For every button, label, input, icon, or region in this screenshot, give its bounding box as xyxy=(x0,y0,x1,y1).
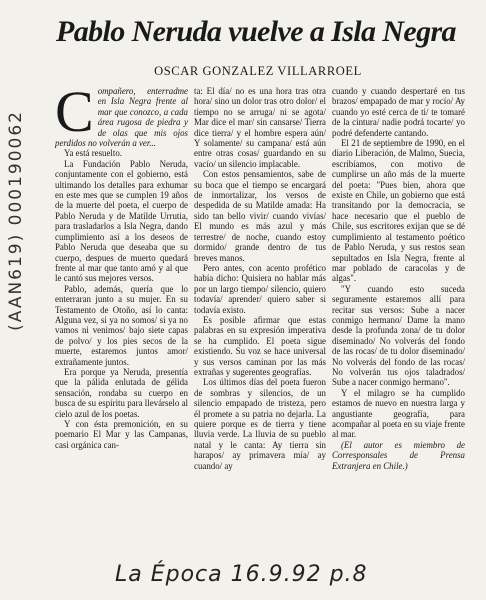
article-title: Pablo Neruda vuelve a Isla Negra xyxy=(56,15,456,48)
author-note: (El autor es miembro de Corresponsales de Prensa Extranjera en Chile.) xyxy=(332,439,465,471)
paragraph: Los últimos días del poeta fueron de sombras y silencios, de un silencio empapado de tristeza, pero él promete a su patria no dejarla. La quiere porque es de tierra y tiene lluvia verde. La lluvia de su pueblo natal y le canta: Ay tierra sin harapos/ ay primavera mía/ ay cuando/ ay xyxy=(194,377,326,471)
text-column-1 xyxy=(55,79,188,450)
paragraph: Ya está resuelto. xyxy=(64,148,123,159)
paragraph: La Fundación Pablo Neruda, conjuntamente con el gobierno, está ultimando los detalles para exhumar en este mes que se cumplen 19 años de la muerte del poeta, el cuerpo de Pablo Neruda y de Matilde Urrutia, para trasladarlos a Isla Negra, dando cumplimiento así a los deseos de Pablo Neruda que deseaba que su cuerpo, despues de muerto quedará frente al mar que tanto amó y al que le cantó sus mejores versos. xyxy=(55,158,188,284)
paragraph: Es posible afirmar que estas palabras en su expresión imperativa se ha cumplido. El poeta sigue existiendo. Su voz se hace universal y sus versos caminan por las más extrañas y sugerentes geografías. xyxy=(194,314,326,377)
paragraph: Y con ésta premonición, en su poemario El Mar y las Campanas, casi orgánica can- xyxy=(55,419,188,450)
paragraph: ta: El día/ no es una hora tras otra hora/ sino un dolor tras otro dolor/ el tiempo no se arruga/ ni se agota/ Mar dice el mar/ sin cansarse/ Tierra dice tierra/ y el hombre espera aún/ Y solamente/ su campana/ está aún entre otras cosas/ guardando en su vacío/ un silencio implacable. xyxy=(194,86,326,169)
paragraph: Era porque ya Neruda, presentía que la pálida enlutada de gélida sensación, rondaba su cuerpo en busca de su espíritu para llevárselo al cielo azul de los poetas. xyxy=(55,366,188,419)
handwritten-margin-note: (AAN619) 000190062 xyxy=(6,110,26,331)
paragraph: Pero antes, con acento profético había dicho: Quisiera no hablar más por un largo tiempo/ silencio, quiero todavía/ aprender/ quiero saber si todavía existo. xyxy=(194,262,326,315)
lead-text: ompañero, enterradme en Isla Negra frente al mar que conozco, a cada área rugosa de piedra y de olas que mis ojos perdidos no volverán a ver... xyxy=(55,86,188,149)
paragraph: Y el milagro se ha cumplido estamos de nuevo en nuestra larga y angustiante geografía, para acompañar al poeta en su viaje frente al mar. xyxy=(332,387,465,440)
handwritten-source-note: La Época 16.9.92 p.8 xyxy=(115,562,368,587)
article-author: OSCAR GONZALEZ VILLARROEL xyxy=(154,64,362,78)
text-column-2 xyxy=(194,86,326,471)
text-column-3 xyxy=(332,86,465,471)
drop-cap: C xyxy=(55,79,94,144)
paragraph: Con estos pensamientos, sabe de su boca que el tiempo se encargará de inmortalizar, los versos de despedida de su Matilde amada: Ha sido tan bello vivir/ cuando vivías/ El mundo es más azul y más terrestre/ de noche, cuando estoy dormido/ grande dentro de tus breves manos. xyxy=(194,169,326,263)
lead-paragraph xyxy=(55,79,188,149)
paragraph: cuando y cuando despertaré en tus brazos/ empapado de mar y rocío/ Ay cuando yo esté cerca de ti/ te tomaré de la cintura/ nadie podrá tocarte/ yo podré defenderte cantando. xyxy=(332,86,465,138)
paragraph: El 21 de septiembre de 1990, en el diario Liberación, de Malmo, Suecia, escribíamos, con motivo de cumplirse un año más de la muerte del poeta: "Pues bien, ahora que existe en Chile, un gobierno que está transitando por la democracia, se hace necesario que el pueblo de Chile, sus escritores exijan que se dé cumplimiento al testamento poético de Pablo Neruda, y sus restos sean sepultados en Isla Negra, frente al mar poblado de caracolas y de algas". xyxy=(332,138,465,284)
paragraph: "Y cuando esto suceda seguramente estaremos allí para recitar sus versos: Sube a nacer conmigo hermano/ Dame la mano desde la profunda zona/ de tu dolor diseminado/ No volverás del fondo de las rocas/ de tu dolor diseminado/ No volverás del fondo de las rocas/ No volverán tus ojos taladrados/ Sube a nacer conmigo hermano". xyxy=(332,283,465,388)
paragraph: Pablo, además, quería que lo enterraran junto a su mujer. En su Testamento de Otoño, así lo canta: Alguna vez, si ya no somos/ si ya no vamos ni venimos/ bajo siete capas de polvo/ y los pies secos de la muerte, estaremos juntos amor/ extrañamente juntos. xyxy=(55,283,188,367)
